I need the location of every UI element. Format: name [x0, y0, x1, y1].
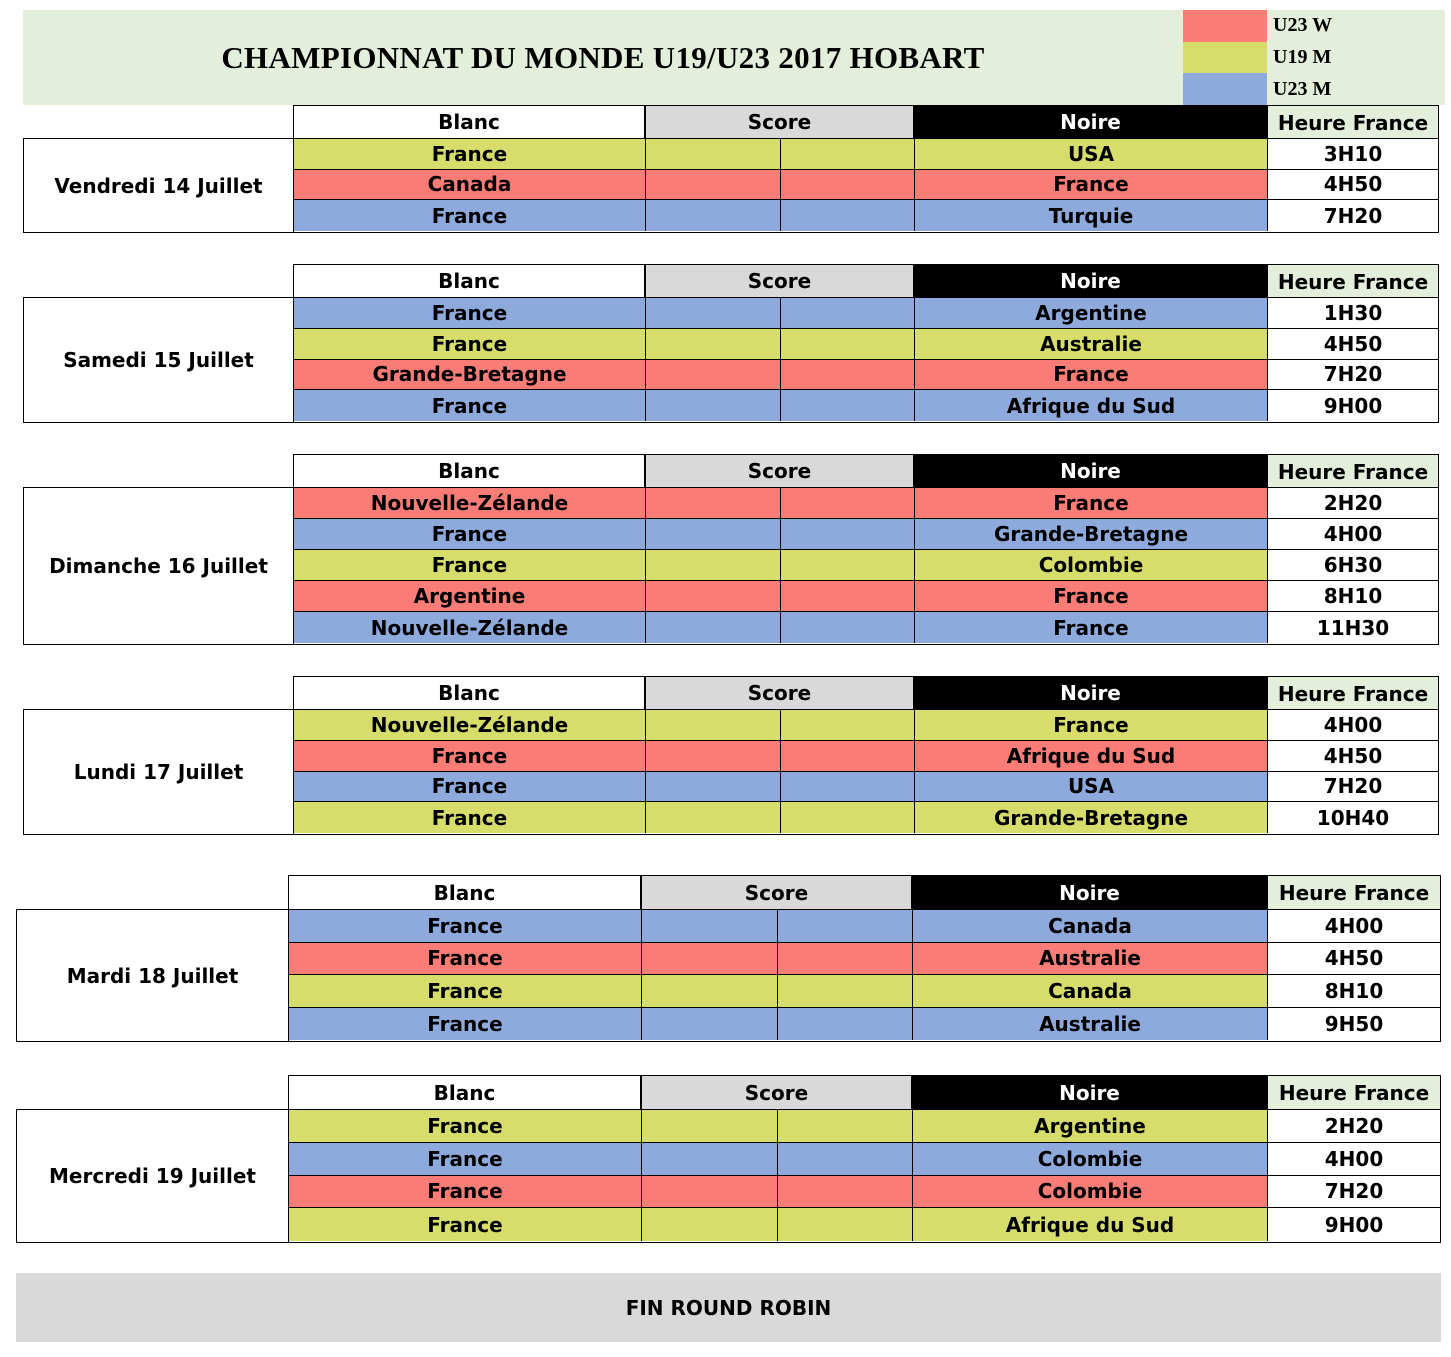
- match-time: 2H20: [1268, 488, 1438, 518]
- score-black: [781, 612, 915, 643]
- black-team: USA: [915, 772, 1268, 802]
- score-black: [781, 329, 915, 359]
- score-white: [646, 710, 781, 740]
- match-row: [294, 329, 1438, 360]
- match-time: 2H20: [1268, 1110, 1440, 1142]
- score-white: [646, 802, 781, 833]
- score-black: [781, 802, 915, 833]
- score-white: [646, 200, 781, 231]
- white-team: France: [294, 298, 646, 328]
- black-team: Argentine: [915, 298, 1268, 328]
- match-time: 4H50: [1268, 329, 1438, 359]
- black-team: USA: [915, 139, 1268, 169]
- match-row: [289, 1008, 1440, 1041]
- black-team: Colombie: [913, 1176, 1268, 1208]
- page-title: CHAMPIONNAT DU MONDE U19/U23 2017 HOBART: [221, 39, 985, 75]
- white-team: France: [289, 910, 642, 942]
- white-team: Grande-Bretagne: [294, 360, 646, 390]
- white-team: France: [289, 1008, 642, 1041]
- legend-label: U23 W: [1267, 10, 1445, 42]
- header-noire: Noire: [914, 454, 1267, 488]
- legend-label: U23 M: [1267, 73, 1445, 105]
- match-table: [293, 297, 1439, 423]
- legend-label: U19 M: [1267, 42, 1445, 74]
- white-team: France: [289, 1208, 642, 1241]
- score-black: [781, 581, 915, 611]
- score-white: [642, 943, 778, 975]
- score-white: [642, 975, 778, 1007]
- match-row: [294, 741, 1438, 772]
- white-team: France: [294, 519, 646, 549]
- match-time: 3H10: [1268, 139, 1438, 169]
- match-row: [294, 612, 1438, 643]
- score-black: [778, 1143, 913, 1175]
- match-row: [294, 170, 1438, 201]
- score-black: [781, 550, 915, 580]
- white-team: France: [294, 390, 646, 421]
- day-label: Mardi 18 Juillet: [16, 909, 289, 1042]
- header-noire: Noire: [914, 676, 1267, 710]
- score-white: [642, 1208, 778, 1241]
- score-white: [646, 612, 781, 643]
- black-team: Colombie: [913, 1143, 1268, 1175]
- match-row: [289, 943, 1440, 976]
- score-black: [778, 910, 913, 942]
- legend-swatch-u19m: [1183, 42, 1267, 74]
- match-time: 7H20: [1268, 1176, 1440, 1208]
- score-white: [642, 1143, 778, 1175]
- match-time: 7H20: [1268, 772, 1438, 802]
- black-team: France: [915, 488, 1268, 518]
- score-white: [642, 1110, 778, 1142]
- header-score: Score: [645, 105, 914, 139]
- score-black: [781, 488, 915, 518]
- score-white: [646, 581, 781, 611]
- match-time: 9H50: [1268, 1008, 1440, 1041]
- match-time: 4H50: [1268, 741, 1438, 771]
- match-row: [294, 298, 1438, 329]
- match-time: 7H20: [1268, 360, 1438, 390]
- score-white: [646, 550, 781, 580]
- header-blanc: Blanc: [293, 454, 645, 488]
- score-white: [646, 139, 781, 169]
- match-time: 6H30: [1268, 550, 1438, 580]
- match-table: [293, 138, 1439, 233]
- header-heure: Heure France: [1267, 676, 1439, 710]
- white-team: Nouvelle-Zélande: [294, 488, 646, 518]
- score-black: [781, 170, 915, 200]
- match-time: 1H30: [1268, 298, 1438, 328]
- header-heure: Heure France: [1267, 264, 1439, 298]
- score-white: [646, 488, 781, 518]
- header-score: Score: [645, 454, 914, 488]
- score-black: [778, 1110, 913, 1142]
- black-team: France: [915, 360, 1268, 390]
- black-team: Canada: [913, 975, 1268, 1007]
- score-black: [778, 1008, 913, 1041]
- white-team: Nouvelle-Zélande: [294, 710, 646, 740]
- black-team: Afrique du Sud: [915, 390, 1268, 421]
- match-row: [289, 1110, 1440, 1143]
- score-black: [778, 975, 913, 1007]
- white-team: France: [294, 329, 646, 359]
- day-label: Lundi 17 Juillet: [23, 709, 294, 835]
- score-black: [778, 1208, 913, 1241]
- score-white: [646, 170, 781, 200]
- black-team: Canada: [913, 910, 1268, 942]
- match-row: [294, 772, 1438, 803]
- score-white: [646, 298, 781, 328]
- header-noire: Noire: [914, 105, 1267, 139]
- footer-banner: FIN ROUND ROBIN: [16, 1273, 1441, 1342]
- match-row: [294, 488, 1438, 519]
- white-team: France: [289, 1176, 642, 1208]
- score-white: [646, 360, 781, 390]
- score-white: [646, 519, 781, 549]
- legend-item: [1183, 73, 1445, 105]
- day-label: Dimanche 16 Juillet: [23, 487, 294, 645]
- header-blanc: Blanc: [288, 1075, 641, 1110]
- match-time: 7H20: [1268, 200, 1438, 231]
- match-row: [289, 1208, 1440, 1241]
- legend: [1183, 10, 1445, 105]
- match-row: [294, 581, 1438, 612]
- legend-item: [1183, 10, 1445, 42]
- score-black: [778, 1176, 913, 1208]
- black-team: Grande-Bretagne: [915, 519, 1268, 549]
- match-time: 4H50: [1268, 170, 1438, 200]
- day-label: Samedi 15 Juillet: [23, 297, 294, 423]
- black-team: Australie: [913, 1008, 1268, 1041]
- score-white: [646, 329, 781, 359]
- score-black: [781, 139, 915, 169]
- match-table: [288, 1109, 1441, 1243]
- match-row: [294, 360, 1438, 391]
- score-black: [781, 360, 915, 390]
- header-heure: Heure France: [1267, 454, 1439, 488]
- score-white: [642, 1008, 778, 1041]
- legend-swatch-u23w: [1183, 10, 1267, 42]
- white-team: France: [289, 975, 642, 1007]
- white-team: France: [294, 741, 646, 771]
- header-score: Score: [641, 1075, 912, 1110]
- black-team: Colombie: [915, 550, 1268, 580]
- white-team: Nouvelle-Zélande: [294, 612, 646, 643]
- score-black: [781, 200, 915, 231]
- white-team: France: [294, 200, 646, 231]
- black-team: Argentine: [913, 1110, 1268, 1142]
- header-heure: Heure France: [1267, 105, 1439, 139]
- match-time: 8H10: [1268, 581, 1438, 611]
- match-row: [289, 975, 1440, 1008]
- match-time: 4H00: [1268, 710, 1438, 740]
- black-team: France: [915, 170, 1268, 200]
- black-team: France: [915, 581, 1268, 611]
- black-team: Afrique du Sud: [915, 741, 1268, 771]
- white-team: France: [289, 1110, 642, 1142]
- white-team: France: [294, 139, 646, 169]
- day-label: Vendredi 14 Juillet: [23, 138, 294, 233]
- match-row: [294, 519, 1438, 550]
- white-team: France: [294, 772, 646, 802]
- legend-item: [1183, 42, 1445, 74]
- legend-swatch-u23m: [1183, 73, 1267, 105]
- match-row: [294, 390, 1438, 421]
- score-black: [781, 741, 915, 771]
- match-time: 8H10: [1268, 975, 1440, 1007]
- header-heure: Heure France: [1267, 1075, 1441, 1110]
- match-row: [294, 710, 1438, 741]
- match-time: 11H30: [1268, 612, 1438, 643]
- score-white: [642, 1176, 778, 1208]
- white-team: France: [289, 1143, 642, 1175]
- match-table: [293, 487, 1439, 645]
- white-team: France: [294, 550, 646, 580]
- match-time: 9H00: [1268, 1208, 1440, 1241]
- black-team: Turquie: [915, 200, 1268, 231]
- white-team: France: [289, 943, 642, 975]
- title-band: [23, 10, 1183, 105]
- header-score: Score: [645, 264, 914, 298]
- match-table: [293, 709, 1439, 835]
- match-row: [294, 802, 1438, 833]
- header-blanc: Blanc: [288, 875, 641, 910]
- day-label: Mercredi 19 Juillet: [16, 1109, 289, 1243]
- match-time: 4H50: [1268, 943, 1440, 975]
- match-row: [289, 1143, 1440, 1176]
- header-noire: Noire: [914, 264, 1267, 298]
- match-time: 10H40: [1268, 802, 1438, 833]
- match-row: [289, 910, 1440, 943]
- score-black: [778, 943, 913, 975]
- score-white: [646, 772, 781, 802]
- black-team: France: [915, 710, 1268, 740]
- black-team: France: [915, 612, 1268, 643]
- match-table: [288, 909, 1441, 1042]
- match-time: 4H00: [1268, 1143, 1440, 1175]
- header-score: Score: [645, 676, 914, 710]
- white-team: Argentine: [294, 581, 646, 611]
- match-time: 4H00: [1268, 519, 1438, 549]
- match-time: 9H00: [1268, 390, 1438, 421]
- match-row: [294, 200, 1438, 231]
- match-row: [294, 139, 1438, 170]
- score-white: [646, 741, 781, 771]
- score-black: [781, 710, 915, 740]
- score-black: [781, 390, 915, 421]
- header-score: Score: [641, 875, 912, 910]
- header-blanc: Blanc: [293, 264, 645, 298]
- black-team: Afrique du Sud: [913, 1208, 1268, 1241]
- black-team: Grande-Bretagne: [915, 802, 1268, 833]
- white-team: Canada: [294, 170, 646, 200]
- score-black: [781, 519, 915, 549]
- score-white: [642, 910, 778, 942]
- header-blanc: Blanc: [293, 105, 645, 139]
- match-row: [289, 1176, 1440, 1209]
- black-team: Australie: [913, 943, 1268, 975]
- black-team: Australie: [915, 329, 1268, 359]
- match-row: [294, 550, 1438, 581]
- header-noire: Noire: [912, 875, 1267, 910]
- header-blanc: Blanc: [293, 676, 645, 710]
- score-white: [646, 390, 781, 421]
- header-heure: Heure France: [1267, 875, 1441, 910]
- white-team: France: [294, 802, 646, 833]
- score-black: [781, 298, 915, 328]
- score-black: [781, 772, 915, 802]
- match-time: 4H00: [1268, 910, 1440, 942]
- header-noire: Noire: [912, 1075, 1267, 1110]
